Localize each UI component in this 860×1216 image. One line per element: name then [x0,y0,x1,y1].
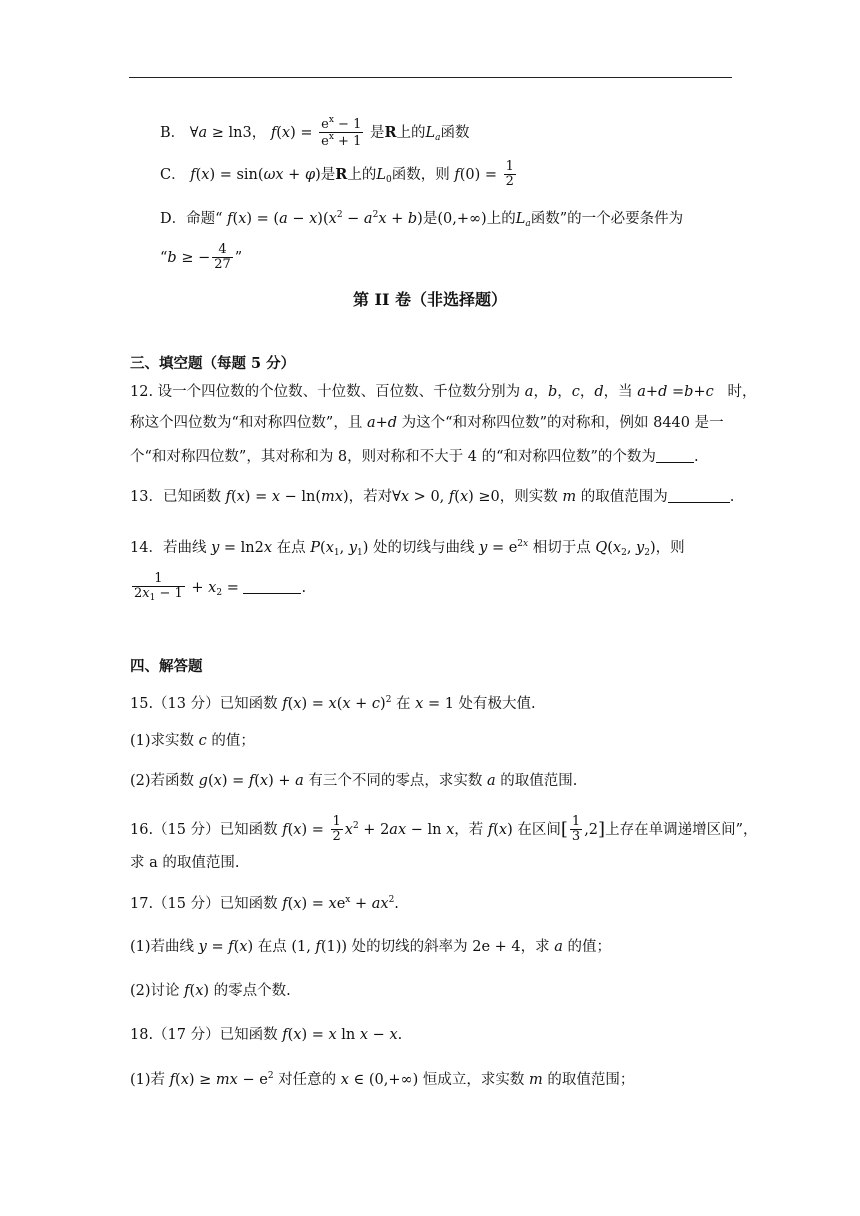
q14-answer-blank[interactable] [243,579,301,594]
q12-answer-blank[interactable] [656,448,694,463]
q14-line2: $\frac{1}{2x_1 - 1}$ + $x_2$ = . [134,571,307,604]
q16-line1: 16.（15 分）已知函数 f(x) = $\frac{1}{2}$ $x^2 + 2ax - \ln x$，若 f(x) 在区间[ $\frac{1}{3}$ ,2]上存在单调递增区间”， [130,814,758,845]
q15-part2: (2)若函数 g(x) = f(x) + a 有三个不同的零点，求实数 a 的取值范围. [130,773,578,789]
answer-heading: 四、解答题 [130,658,203,675]
q18-part1: (1)若 f(x) ≥ mx − $e^2$ 对任意的 x ∈ (0,+∞) 恒成立，求实数 m 的取值范围； [130,1071,635,1088]
q13-answer-blank[interactable] [668,488,730,503]
q17-part1: (1)若曲线 y = f(x) 在点 (1, f(1)) 处的切线的斜率为 2e + 4，求 a 的值； [130,939,612,955]
option-d: D．命题“ $f(x) = (a - x)(x^2 - a^2x + b)$是(0,+∞)上的$L_a$函数”的一个必要条件为 [160,210,684,229]
option-b: B． ∀a ≥ ln3， f(x) = $\frac{e^x - 1}{e^x + 1}$ 是R上的$L_a$函数 [160,115,470,150]
q15-part1: (1)求实数 c 的值； [130,733,255,749]
q13: 13．已知函数 f(x) = x − ln(mx)，若对∀x > 0, f(x) ≥0，则实数 m 的取值范围为 . [130,489,735,505]
option-d-condition: “b ≥ − $\frac{4}{27}$ ” [160,242,243,273]
option-c: C． f(x) = sin(ωx + φ)是R上的$L_0$函数，则 f(0) = $\frac{1}{2}$ [160,159,514,190]
section-title: 第 II 卷（非选择题） [352,290,508,309]
fill-in-heading: 三、填空题（每题 5 分） [130,355,296,372]
q18-stem: 18.（17 分）已知函数 f(x) = x ln x − x. [130,1027,403,1043]
q17-part2: (2)讨论 f(x) 的零点个数. [130,983,291,999]
q12-line1: 12. 设一个四位数的个位数、十位数、百位数、千位数分别为 a，b，c，d，当 a+d =b+c 时， [130,384,757,400]
q14-line1: 14．若曲线 y = ln2x 在点 $P(x_1$, $y_1$) 处的切线与曲线 $y = e^{2x}$ 相切于点 $Q(x_2$, $y_2$)，则 [130,539,685,558]
q17-stem: 17.（15 分）已知函数 $f(x) = xe^x + ax^2$. [130,895,399,912]
q12-line3: 个“和对称四位数”，其对称和为 8，则对称和不大于 4 的“和对称四位数”的个数为 . [130,449,699,465]
q16-line2: 求 a 的取值范围. [130,855,240,871]
q15-stem: 15.（13 分）已知函数 $f(x) = x(x + c)^2$ 在 x = 1 处有极大值. [130,695,536,712]
q12-line2: 称这个四位数为“和对称四位数”，且 a+d 为这个“和对称四位数”的对称和，例如 8440 是一 [130,415,724,431]
header-rule [129,77,732,78]
